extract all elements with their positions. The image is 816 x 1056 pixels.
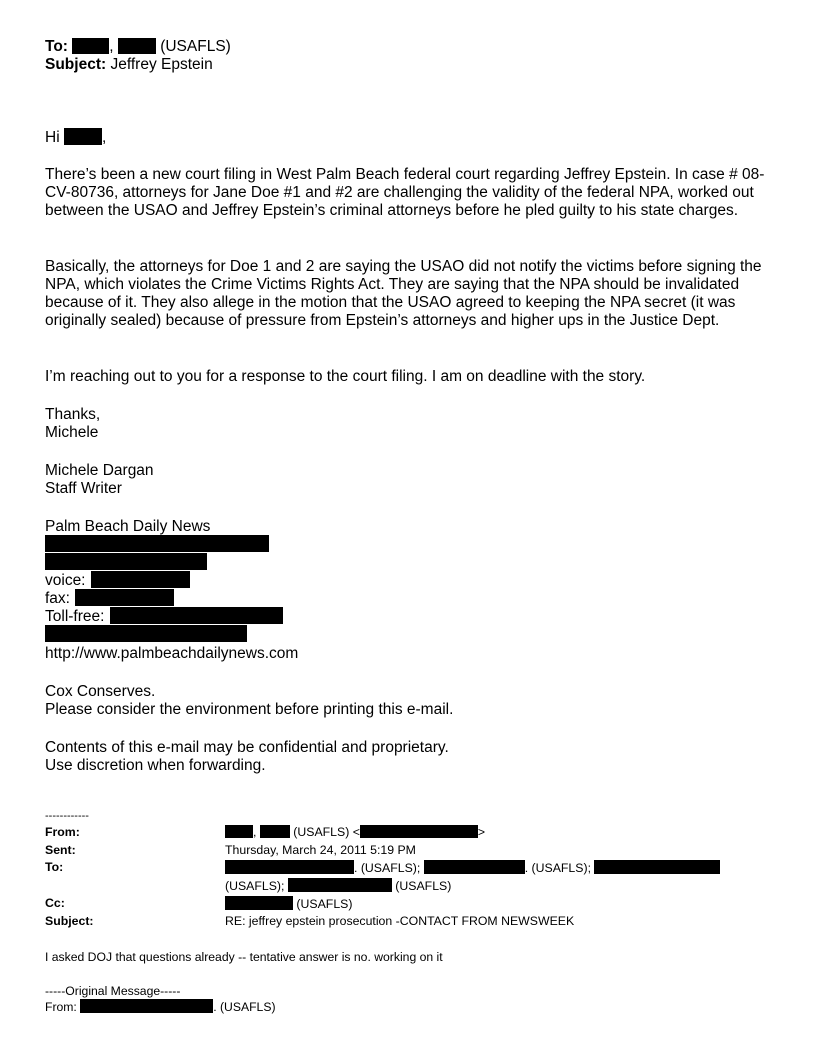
reply-sent-label: Sent: <box>45 843 76 857</box>
redaction-box <box>91 571 190 588</box>
body-paragraph-1: There’s been a new court filing in West Palm Beach federal court regarding Jeffrey Epstein. In case # 08-CV-80736, attorneys for Jane Doe #1 and #2 are challenging the validity of the federal NPA, worked out between the USAO and Jeffrey Epstein’s criminal attorneys before he pled guilty to his state charges. <box>45 166 765 219</box>
reply-from-value: , (USAFLS) < > <box>225 825 485 840</box>
greeting-prefix: Hi <box>45 129 60 146</box>
signature-tollfree-label: Toll-free: <box>45 608 105 625</box>
reply-to-value-line-1: . (USAFLS); . (USAFLS); <box>225 860 720 876</box>
reply-separator: ------------ <box>45 810 89 822</box>
to-line <box>45 38 231 56</box>
signature-fax-label: fax: <box>45 590 70 607</box>
subject-label: Subject: <box>45 56 107 73</box>
greeting <box>45 128 106 147</box>
cox-line-1: Cox Conserves. <box>45 683 156 700</box>
redaction-box <box>594 860 720 874</box>
redaction-box <box>64 128 102 145</box>
subject-value: Jeffrey Epstein <box>110 56 213 73</box>
reply-cc-label: Cc: <box>45 896 65 910</box>
redaction-box <box>225 896 293 910</box>
to-comma: , <box>109 38 114 55</box>
redaction-box <box>225 860 354 874</box>
subject-line <box>45 56 213 74</box>
signoff-name: Michele <box>45 424 99 441</box>
thanks-line: Thanks, <box>45 406 101 423</box>
reply-subject-value: RE: jeffrey epstein prosecution -CONTACT FROM NEWSWEEK <box>225 914 575 928</box>
redaction-box <box>225 825 253 838</box>
signature-voice-label: voice: <box>45 572 86 589</box>
redaction-box <box>424 860 525 874</box>
to-suffix: (USAFLS) <box>160 38 231 55</box>
original-from-line: From: . (USAFLS) <box>45 1000 276 1014</box>
body-paragraph-2: Basically, the attorneys for Doe 1 and 2 are saying the USAO did not notify the victims before signing the NPA, which violates the Crime Victims Rights Act. They are saying that the NPA should be invalidated because of it. They also allege in the motion that the USAO agreed to keeping the NPA secret (it was originally sealed) because of pressure from Epstein’s attorneys and higher ups in the Justice Dept. <box>45 258 762 329</box>
confidential-line-1: Contents of this e-mail may be confidential and proprietary. <box>45 739 449 756</box>
redaction-box <box>260 825 290 838</box>
redaction-box <box>72 38 109 54</box>
reply-from-label: From: <box>45 825 80 839</box>
signature-title: Staff Writer <box>45 480 122 497</box>
redaction-box <box>80 999 213 1013</box>
body-paragraph-3: I’m reaching out to you for a response to the court filing. I am on deadline with the story. <box>45 368 646 385</box>
signature-url: http://www.palmbeachdailynews.com <box>45 645 299 662</box>
redaction-box <box>118 38 156 54</box>
signature-org: Palm Beach Daily News <box>45 518 211 535</box>
cox-line-2: Please consider the environment before printing this e-mail. <box>45 701 454 718</box>
signature-name: Michele Dargan <box>45 462 154 479</box>
reply-body-text: I asked DOJ that questions already -- tentative answer is no. working on it <box>45 950 443 964</box>
redaction-box <box>110 607 283 624</box>
redaction-box <box>45 535 269 552</box>
greeting-suffix: , <box>101 129 107 146</box>
reply-to-value-line-2: (USAFLS); (USAFLS) <box>225 879 452 893</box>
redaction-box <box>360 825 478 838</box>
reply-cc-value: (USAFLS) <box>225 896 352 912</box>
original-message-header: -----Original Message----- <box>45 984 181 998</box>
redaction-box <box>45 553 207 570</box>
reply-subject-label: Subject: <box>45 914 94 928</box>
reply-sent-value: Thursday, March 24, 2011 5:19 PM <box>225 843 416 857</box>
reply-to-label: To: <box>45 860 64 874</box>
redaction-box <box>288 878 392 892</box>
redaction-box <box>45 625 247 642</box>
confidential-line-2: Use discretion when forwarding. <box>45 757 266 774</box>
to-label: To: <box>45 38 68 55</box>
redaction-box <box>75 589 174 606</box>
